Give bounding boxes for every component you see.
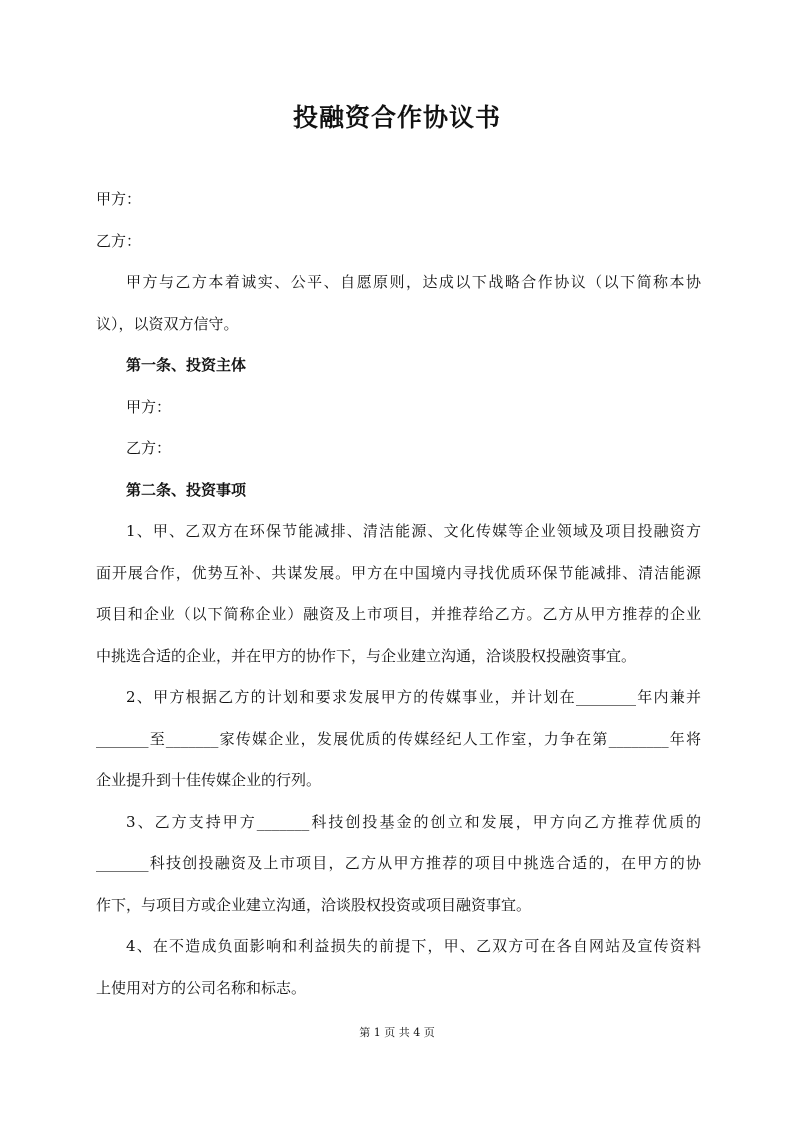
document-body: [96, 179, 701, 1009]
clause-paragraph: [96, 677, 701, 802]
paragraph-line: 甲方与乙方本着诚实、公平、自愿原则，达成以下战略合作协议（以下简称本协: [126, 273, 701, 291]
clause-paragraph: [96, 802, 701, 927]
paragraph-line: 1、甲、乙双方在环保节能减排、清洁能源、文化传媒等企业领域及项目投融资方: [126, 522, 701, 540]
document-title: 投融资合作协议书: [292, 103, 501, 132]
clause-paragraph: [96, 926, 701, 1009]
paragraph-line: 面开展合作，优势互补、共谋发展。甲方在中国境内寻找优质环保节能减排、清洁能源: [96, 563, 701, 582]
paragraph-line: 议），以资双方信守。: [96, 314, 239, 333]
paragraph-line: _______至_______家传媒企业，发展优质的传媒经纪人工作室，力争在第________年将: [96, 729, 701, 748]
article2-heading: 第二条、投资事项: [126, 480, 247, 499]
paragraph-line: 2、甲方根据乙方的计划和要求发展甲方的传媒事业，并计划在________年内兼并: [126, 688, 701, 706]
article1-party-a: 甲方：: [126, 397, 172, 416]
paragraph-line: 项目和企业（以下简称企业）融资及上市项目，并推荐给乙方。乙方从甲方推荐的企业: [96, 605, 701, 623]
page-footer: 第 1 页 共 4 页: [359, 1026, 435, 1039]
article1-heading: 第一条、投资主体: [126, 356, 247, 374]
paragraph-line: 4、在不造成负面影响和利益损失的前提下，甲、乙双方可在各自网站及宣传资料: [126, 937, 701, 955]
article1-party-b: 乙方：: [126, 439, 172, 457]
party-a-label: 甲方：: [96, 190, 142, 208]
clause-paragraph: [96, 511, 701, 677]
paragraph-line: 3、乙方支持甲方_______科技创投基金的创立和发展，甲方向乙方推荐优质的: [126, 812, 701, 831]
intro-paragraph: [96, 262, 701, 345]
paragraph-line: 企业提升到十佳传媒企业的行列。: [96, 771, 322, 789]
paragraph-line: 中挑选合适的企业，并在甲方的协作下，与企业建立沟通，洽谈股权投融资事宜。: [96, 646, 637, 665]
paragraph-line: _______科技创投融资及上市项目，乙方从甲方推荐的项目中挑选合适的，在甲方的协: [96, 854, 701, 872]
paragraph-line: 作下，与项目方或企业建立沟通，洽谈股权投资或项目融资事宜。: [96, 895, 532, 914]
paragraph-line: 上使用对方的公司名称和标志。: [96, 978, 307, 997]
party-b-label: 乙方：: [96, 231, 142, 250]
